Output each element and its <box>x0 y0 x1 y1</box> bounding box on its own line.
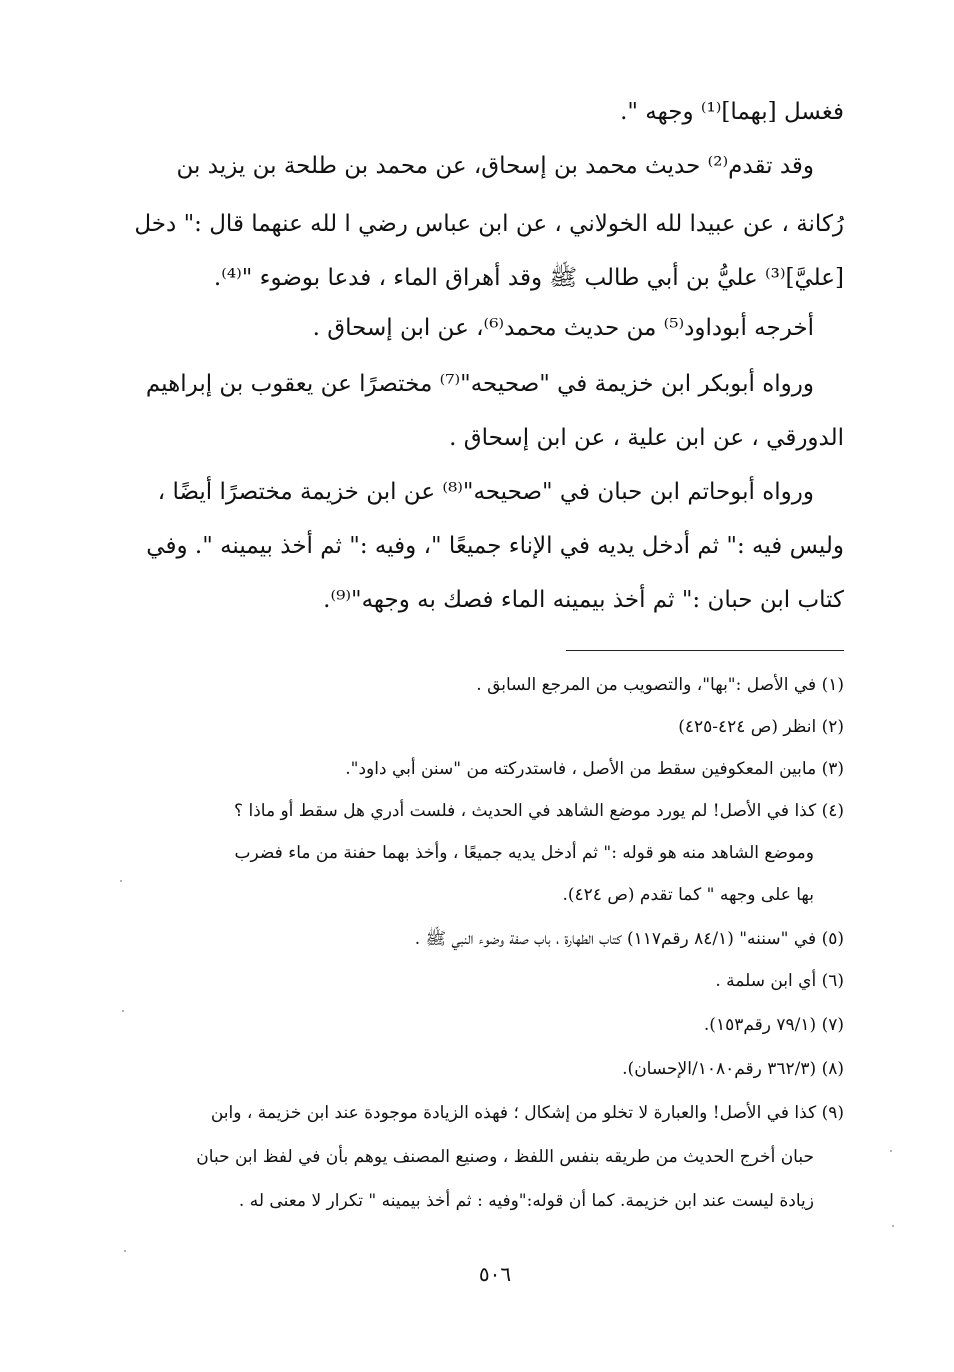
body-line: رُكانة ، عن عبيدا لله الخولاني ، عن ابن عباس رضي ا لله عنهما قال :" دخل <box>134 211 844 237</box>
page-number: ٥٠٦ <box>478 1262 512 1286</box>
body-line: أخرجه أبوداود⁽⁵⁾ من حديث محمد⁽⁶⁾، عن ابن إسحاق . <box>312 315 814 341</box>
scan-speck <box>124 1250 126 1252</box>
footnote-line: (٥) في "سننه" (٨٤/١ رقم١١٧) كتاب الطهارة ، باب صفة وضوء النبي ﷺ . <box>414 929 844 949</box>
footnote-line: وموضع الشاهد منه هو قوله :" ثم أدخل يديه جميعًا ، وأخذ بهما حفنة من ماء فضرب <box>234 843 814 863</box>
footnote-line: بها على وجهه " كما تقدم (ص ٤٢٤). <box>562 885 814 905</box>
footnote-line: (٧) (٧٩/١ رقم١٥٣). <box>703 1015 844 1035</box>
footnote-separator <box>566 650 844 651</box>
footnote-line: (٨) (٣٦٢/٣ رقم١٠٨٠/الإحسان). <box>622 1059 844 1079</box>
body-line: ورواه أبوحاتم ابن حبان في "صحيحه"⁽⁸⁾ عن ابن خزيمة مختصرًا أيضًا ، <box>157 479 814 505</box>
footnote-line: (٣) مابين المعكوفين سقط من الأصل ، فاستدركته من "سنن أبي داود". <box>345 759 844 779</box>
scan-speck <box>120 880 122 882</box>
body-line: ورواه أبوبكر ابن خزيمة في "صحيحه"⁽⁷⁾ مختصرًا عن يعقوب بن إبراهيم <box>145 371 814 397</box>
scan-speck <box>892 1225 894 1227</box>
body-line: [عليَّ]⁽³⁾ عليُّ بن أبي طالب ﷺ وقد أهراق الماء ، فدعا بوضوء "⁽⁴⁾. <box>213 265 844 291</box>
footnote-line: (٦) أي ابن سلمة . <box>715 971 844 991</box>
body-line: كتاب ابن حبان :" ثم أخذ بيمينه الماء فصك به وجهه"⁽⁹⁾. <box>323 587 844 613</box>
body-line: فغسل [بهما]⁽¹⁾ وجهه ". <box>620 99 844 125</box>
footnote-line: (١) في الأصل :"بها"، والتصويب من المرجع السابق . <box>476 675 844 695</box>
footnote-line: حبان أخرج الحديث من طريقه بنفس اللفظ ، وصنيع المصنف يوهم بأن في لفظ ابن حبان <box>196 1147 814 1167</box>
footnote-line: (٤) كذا في الأصل! لم يورد موضع الشاهد في الحديث ، فلست أدري هل سقط أو ماذا ؟ <box>234 801 844 821</box>
body-line: وقد تقدم⁽²⁾ حديث محمد بن إسحاق، عن محمد بن طلحة بن يزيد بن <box>176 153 814 179</box>
scan-speck <box>890 1150 892 1152</box>
footnote-line: زيادة ليست عند ابن خزيمة. كما أن قوله:"وفيه : ثم أخذ بيمينه " تكرار لا معنى له . <box>238 1191 814 1211</box>
body-line: الدورقي ، عن ابن علية ، عن ابن إسحاق . <box>449 425 844 451</box>
body-line: وليس فيه :" ثم أدخل يديه في الإناء جميعًا "، وفيه :" ثم أخذ بيمينه ". وفي <box>146 533 844 559</box>
footnote-line: (٢) انظر (ص ٤٢٤-٤٢٥) <box>678 717 844 737</box>
footnote-line: (٩) كذا في الأصل! والعبارة لا تخلو من إشكال ؛ فهذه الزيادة موجودة عند ابن خزيمة ، وابن <box>210 1103 844 1123</box>
